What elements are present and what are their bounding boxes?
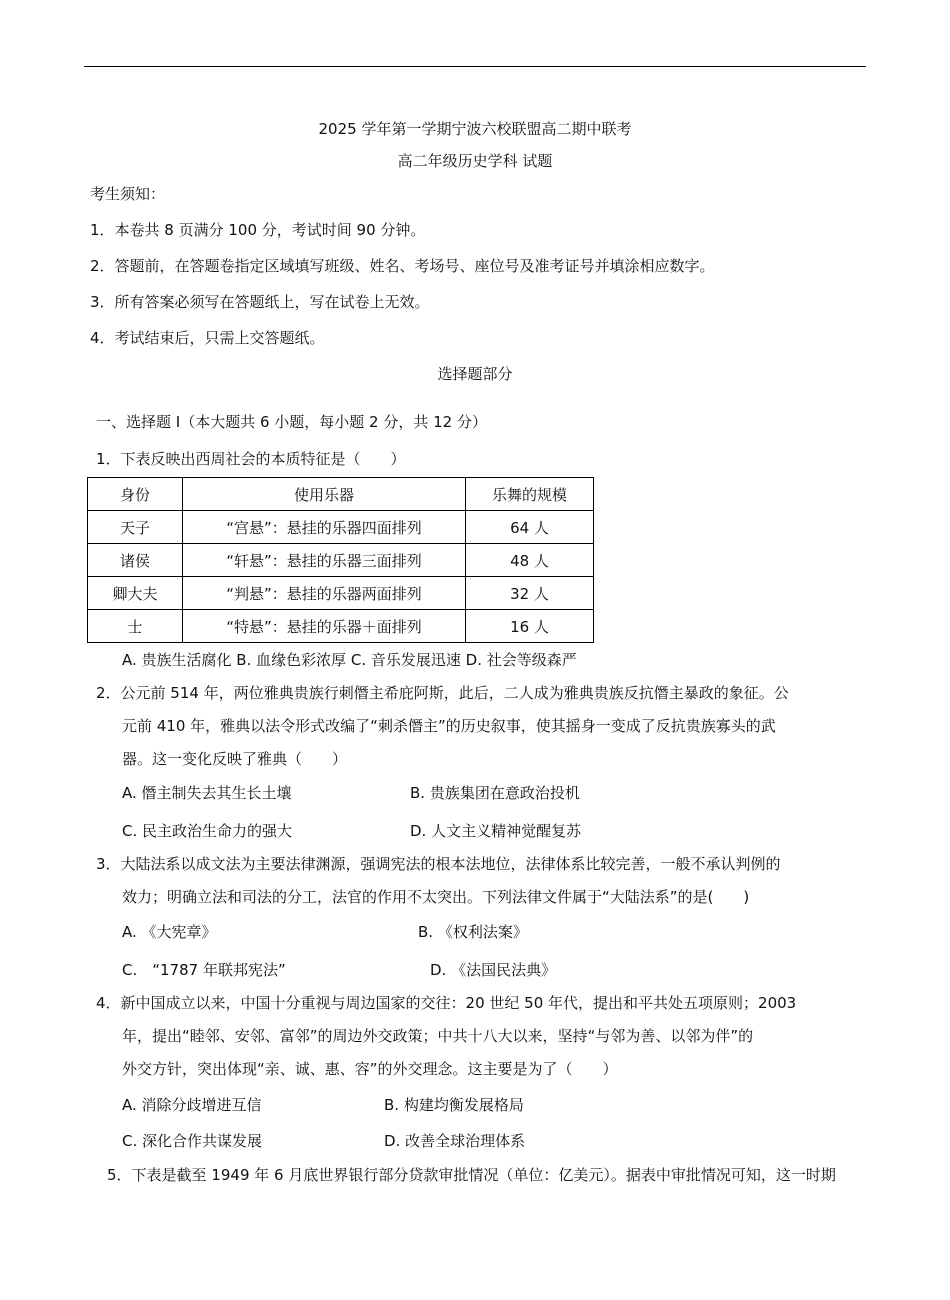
q3-line: 3．大陆法系以成文法为主要法律渊源，强调宪法的根本法地位，法律体系比较完善，一般不承认判例的 bbox=[96, 855, 781, 873]
table-cell: 士 bbox=[88, 610, 183, 643]
q4-line: 外交方针，突出体现“亲、诚、惠、容”的外交理念。这主要是为了（ ） bbox=[122, 1060, 618, 1078]
table-row bbox=[88, 544, 594, 577]
table-row bbox=[88, 511, 594, 544]
q2-line: 元前 410 年，雅典以法令形式改编了“刺杀僭主”的历史叙事，使其摇身一变成了反抗贵族寡头的武 bbox=[122, 717, 776, 735]
notice-item: 3．所有答案必须写在答题纸上，写在试卷上无效。 bbox=[90, 293, 430, 311]
q2-line: 2．公元前 514 年，两位雅典贵族行刺僭主希庇阿斯，此后，二人成为雅典贵族反抗僭主暴政的象征。公 bbox=[96, 684, 789, 702]
notice-heading: 考生须知： bbox=[90, 185, 166, 203]
table-cell: 诸侯 bbox=[88, 544, 183, 577]
table-row bbox=[88, 577, 594, 610]
q4-option-c: C. 深化合作共谋发展 bbox=[122, 1132, 263, 1150]
q2-option-d: D. 人文主义精神觉醒复苏 bbox=[410, 822, 582, 840]
q2-option-c: C. 民主政治生命力的强大 bbox=[122, 822, 293, 840]
q3-option-a: A. 《大宪章》 bbox=[122, 923, 217, 941]
table-header-cell: 身份 bbox=[88, 478, 183, 511]
table-header-cell: 使用乐器 bbox=[183, 478, 466, 511]
table-cell: 64 人 bbox=[466, 511, 594, 544]
q1-options: A. 贵族生活腐化 B. 血缘色彩浓厚 C. 音乐发展迅速 D. 社会等级森严 bbox=[122, 651, 577, 669]
table-cell: “判悬”：悬挂的乐器两面排列 bbox=[183, 577, 466, 610]
table-cell: 32 人 bbox=[466, 577, 594, 610]
notice-item: 4．考试结束后，只需上交答题纸。 bbox=[90, 329, 325, 347]
q2-line: 器。这一变化反映了雅典（ ） bbox=[122, 750, 348, 768]
q2-option-a: A. 僭主制失去其生长土壤 bbox=[122, 784, 292, 802]
q4-option-a: A. 消除分歧增进互信 bbox=[122, 1096, 262, 1114]
table-cell: “特悬”：悬挂的乐器＋面排列 bbox=[183, 610, 466, 643]
q4-option-b: B. 构建均衡发展格局 bbox=[384, 1096, 524, 1114]
q4-line: 4．新中国成立以来，中国十分重视与周边国家的交往：20 世纪 50 年代，提出和平共处五项原则；2003 bbox=[96, 994, 797, 1012]
table-cell: 48 人 bbox=[466, 544, 594, 577]
q3-option-c: C. “1787 年联邦宪法” bbox=[122, 961, 286, 979]
q4-line: 年，提出“睦邻、安邻、富邻”的周边外交政策；中共十八大以来，坚持“与邻为善、以邻为伴”的 bbox=[122, 1027, 754, 1045]
table-row bbox=[88, 610, 594, 643]
table-cell: “轩悬”：悬挂的乐器三面排列 bbox=[183, 544, 466, 577]
exam-subtitle: 高二年级历史学科 试题 bbox=[397, 152, 553, 170]
table-cell: “宫悬”：悬挂的乐器四面排列 bbox=[183, 511, 466, 544]
q2-option-b: B. 贵族集团在意政治投机 bbox=[410, 784, 580, 802]
part-heading: 一、选择题 I（本大题共 6 小题，每小题 2 分，共 12 分） bbox=[96, 413, 487, 431]
q3-option-d: D. 《法国民法典》 bbox=[430, 961, 557, 979]
table-cell: 16 人 bbox=[466, 610, 594, 643]
table-cell: 卿大夫 bbox=[88, 577, 183, 610]
q1-stem: 1．下表反映出西周社会的本质特征是（ ） bbox=[96, 450, 406, 468]
q1-table bbox=[87, 477, 594, 643]
q4-option-d: D. 改善全球治理体系 bbox=[384, 1132, 526, 1150]
q5-stem: 5．下表是截至 1949 年 6 月底世界银行部分贷款审批情况（单位：亿美元）。据表中审批情况可知，这一时期 bbox=[107, 1166, 836, 1184]
exam-title: 2025 学年第一学期宁波六校联盟高二期中联考 bbox=[318, 120, 632, 138]
table-header-cell: 乐舞的规模 bbox=[466, 478, 594, 511]
table-cell: 天子 bbox=[88, 511, 183, 544]
table-header-row bbox=[88, 478, 594, 511]
notice-item: 1．本卷共 8 页满分 100 分，考试时间 90 分钟。 bbox=[90, 221, 426, 239]
notice-item: 2．答题前，在答题卷指定区域填写班级、姓名、考场号、座位号及准考证号并填涂相应数字。 bbox=[90, 257, 715, 275]
q3-option-b: B. 《权利法案》 bbox=[418, 923, 528, 941]
q3-line: 效力；明确立法和司法的分工，法官的作用不太突出。下列法律文件属于“大陆法系”的是( ) bbox=[122, 888, 750, 906]
section-title: 选择题部分 bbox=[437, 365, 513, 383]
top-rule bbox=[84, 66, 866, 67]
